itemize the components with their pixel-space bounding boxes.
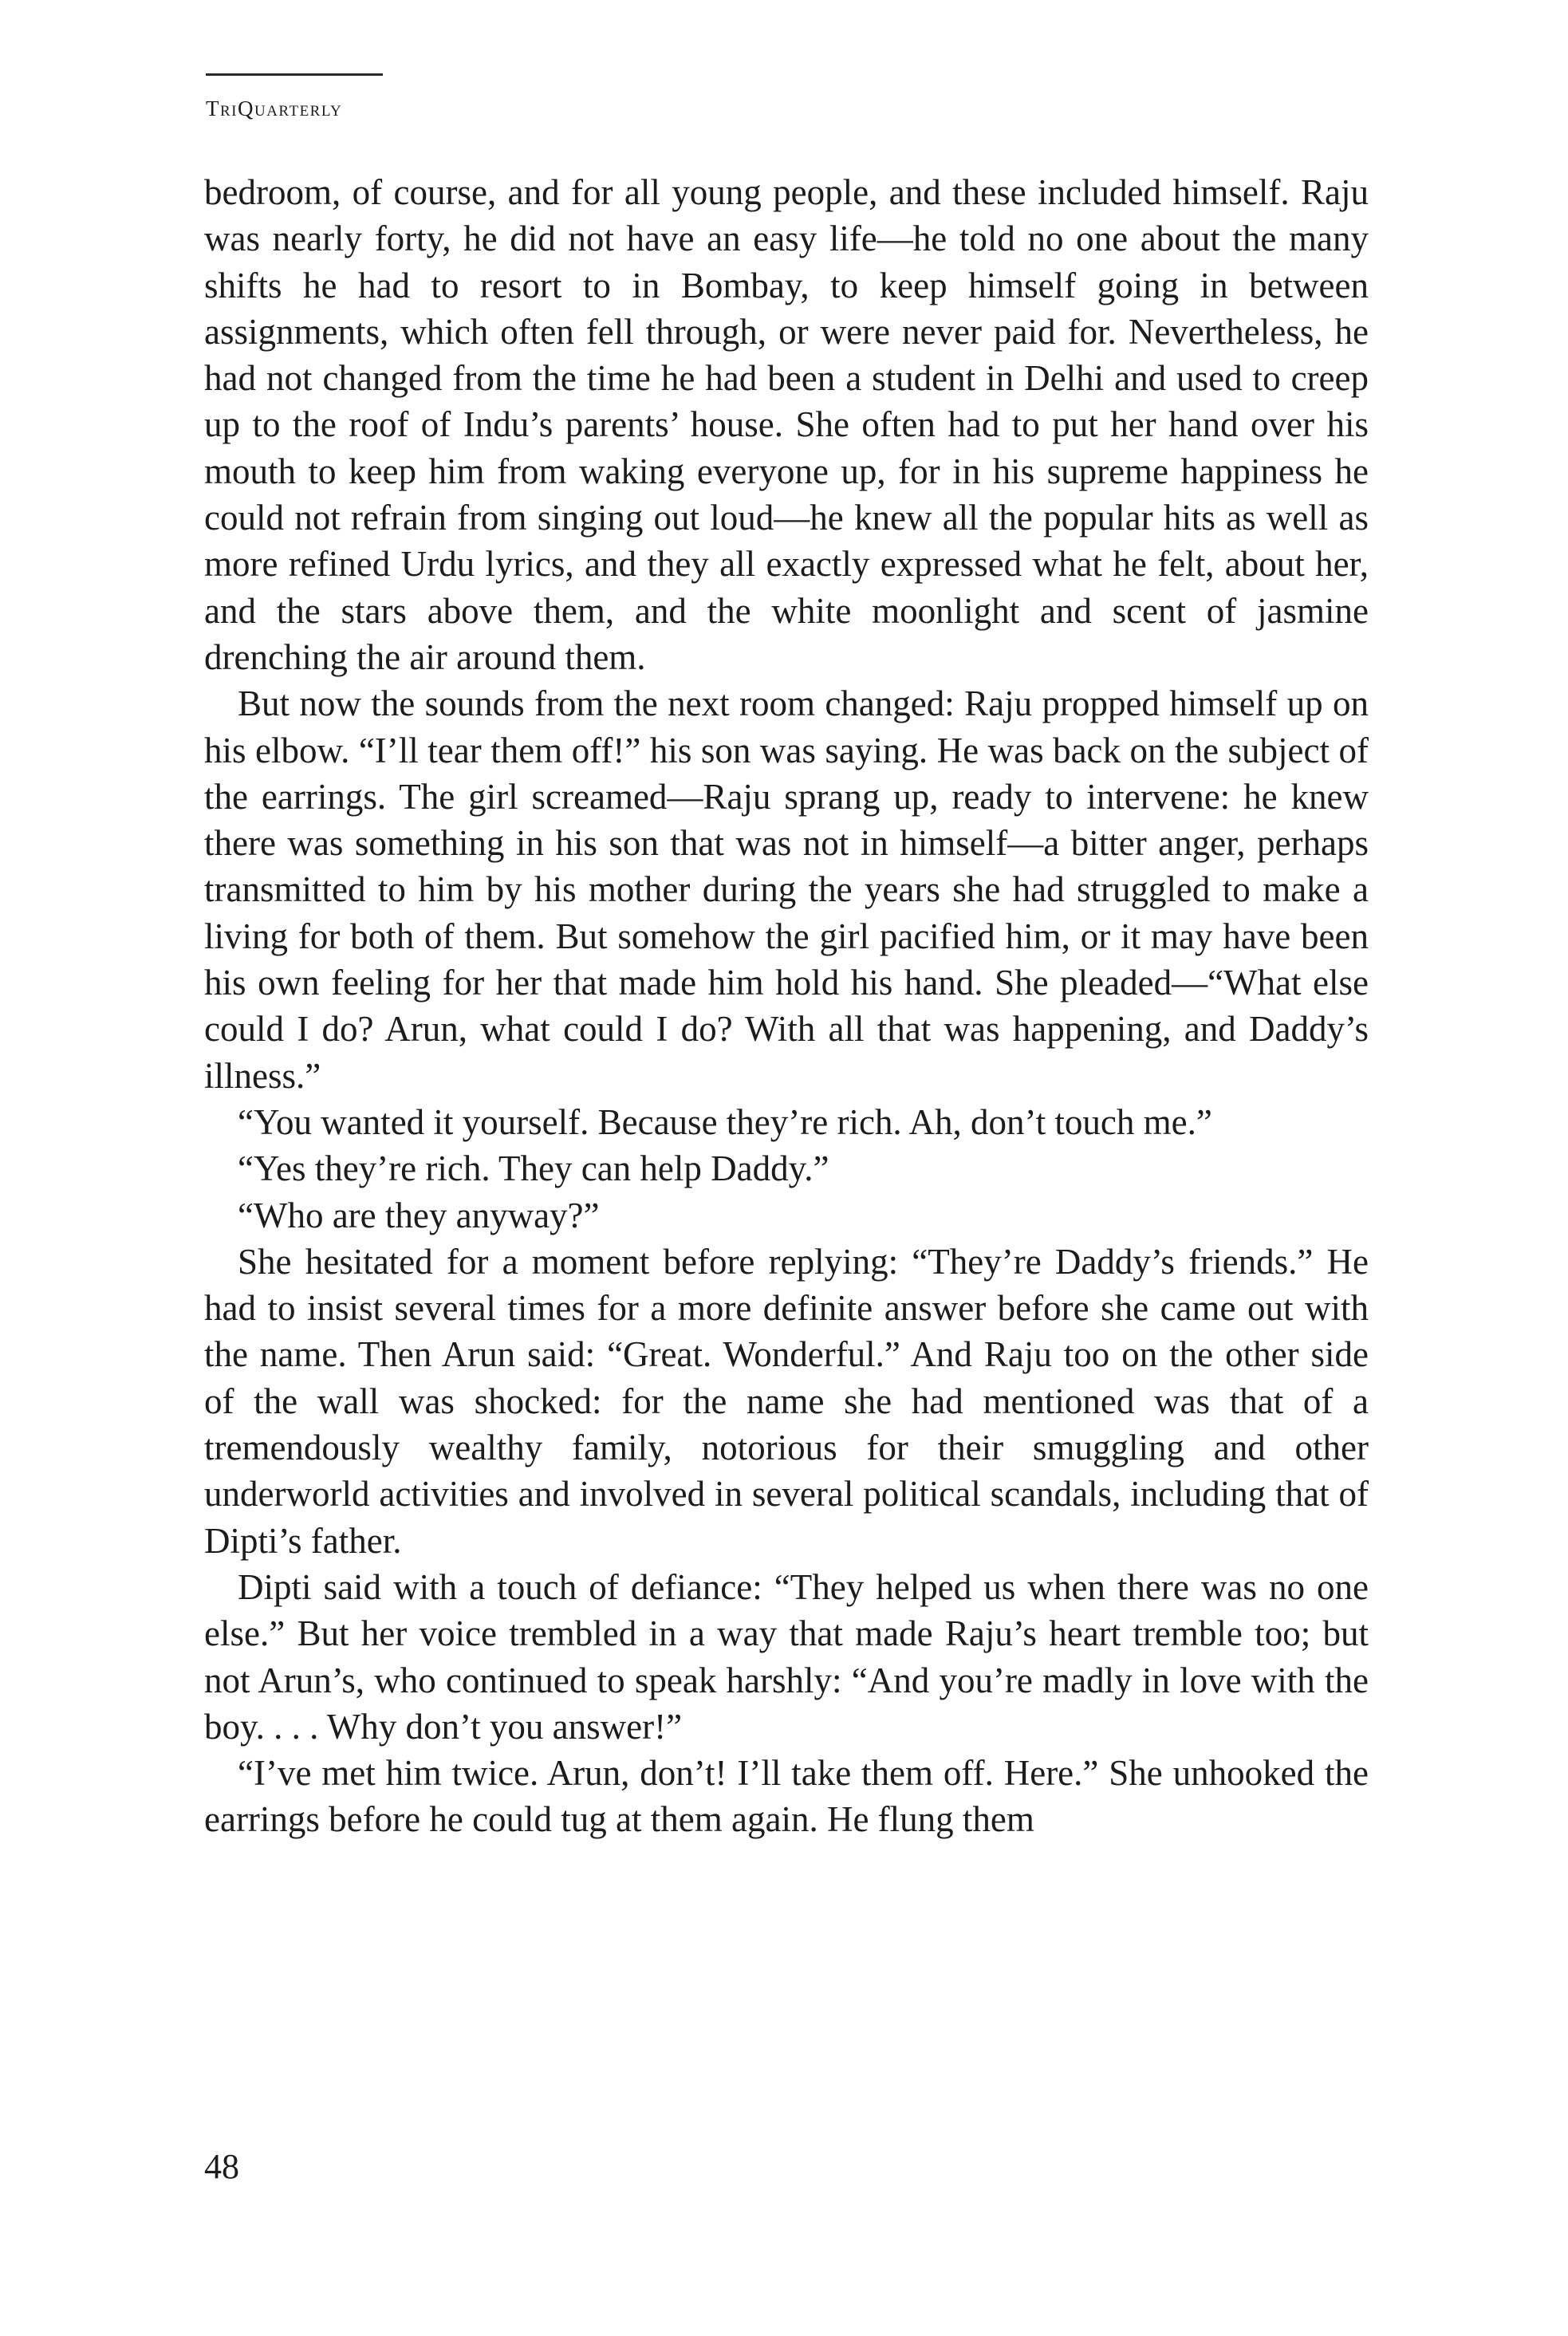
paragraph-1: bedroom, of course, and for all young people, and these included himself. Raju was nearly forty, he did not have an easy life—he told no one about the many shifts he had to resort to in Bombay, to keep himself going in between assignments, which often fell through, or were never paid for. Nevertheless, he had not changed from the time he had been a student in Delhi and used to creep up to the roof of Indu’s parents’ house. She often had to put her hand over his mouth to keep him from waking everyone up, for in his supreme happiness he could not refrain from singing out loud—he knew all the popular hits as well as more refined Urdu lyrics, and they all exactly expressed what he felt, about her, and the stars above them, and the white moonlight and scent of jasmine drenching the air around them. [204,172,1369,677]
paragraph-3: “You wanted it yourself. Because they’re rich. Ah, don’t touch me.” [238,1101,1212,1142]
body-text [204,169,1369,1843]
paragraph-6: She hesitated for a moment before replying: “They’re Daddy’s friends.” He had to insist several times for a more definite answer before she came out with the name. Then Arun said: “Great. Wonderful.” And Raju too on the other side of the wall was shocked: for the name she had mentioned was that of a tremendously wealthy family, notorious for their smuggling and other underworld activities and involved in several political scandals, including that of Dipti’s father. [204,1241,1369,1561]
paragraph-5: “Who are they anyway?” [238,1195,600,1235]
paragraph-8: “I’ve met him twice. Arun, don’t! I’ll take them off. Here.” She unhooked the earrings before he could tug at them again. He flung them [204,1753,1369,1840]
running-head: TriQuarterly [206,73,383,120]
paragraph-7: Dipti said with a touch of defiance: “They helped us when there was no one else.” But her voice trembled in a way that made Raju’s heart tremble too; but not Arun’s, who continued to speak harshly: “And you’re madly in love with the boy. . . . Why don’t you answer!” [204,1566,1369,1747]
paragraph-2: But now the sounds from the next room changed: Raju propped himself up on his elbow. “I’ll tear them off!” his son was saying. He was back on the subject of the earrings. The girl screamed—Raju sprang up, ready to intervene: he knew there was something in his son that was not in himself—a bitter anger, perhaps transmitted to him by his mother during the years she had struggled to make a living for both of them. But somehow the girl pacified him, or it may have been his own feeling for her that made him hold his hand. She pleaded—“What else could I do? Arun, what could I do? With all that was happening, and Daddy’s illness.” [204,683,1369,1096]
paragraph-4: “Yes they’re rich. They can help Daddy.” [238,1148,829,1189]
page-number: 48 [204,2147,239,2186]
